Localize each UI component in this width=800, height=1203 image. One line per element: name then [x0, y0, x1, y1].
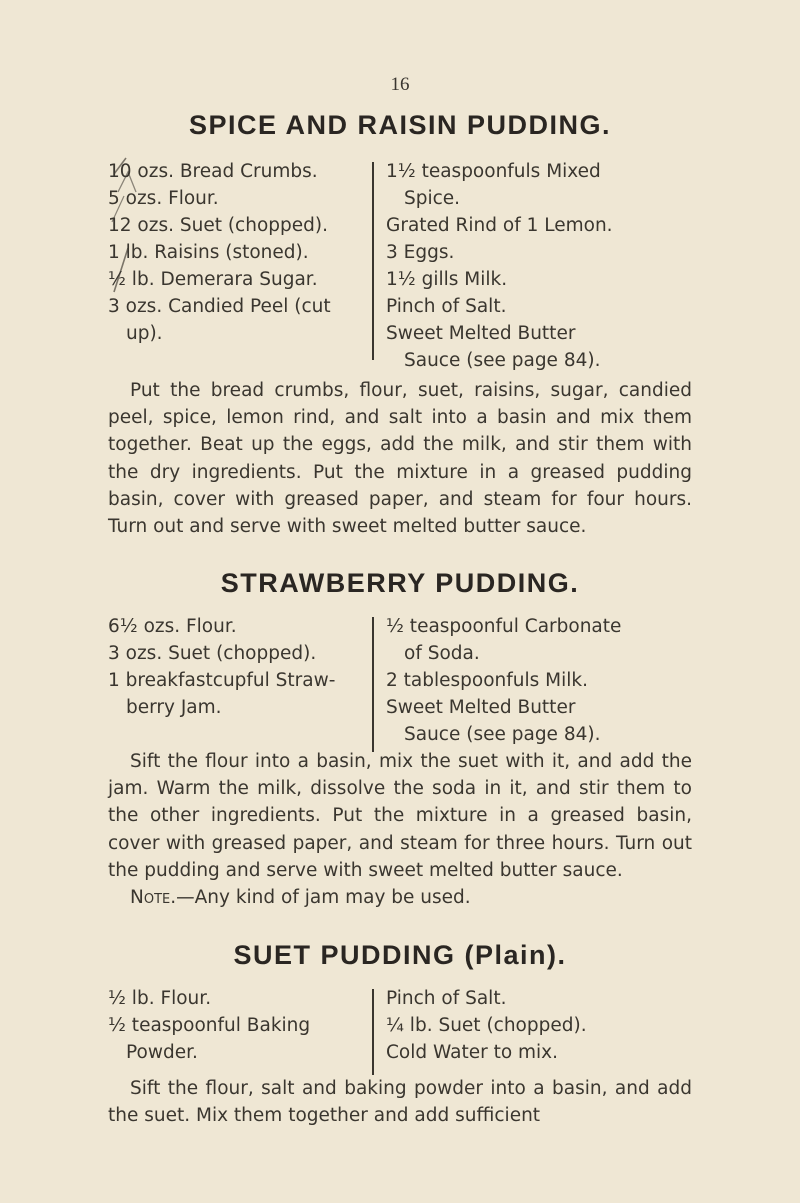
ingredient-line: 1½ gills Milk. — [386, 269, 508, 290]
page-number: 16 — [390, 74, 410, 95]
ingredient-line: 5 ozs. Flour. — [108, 188, 219, 209]
ingredients-left-column — [108, 613, 370, 721]
ingredients-right-column — [386, 985, 696, 1066]
ingredient-line: 6½ ozs. Flour. — [108, 616, 237, 637]
method-suet — [108, 1075, 692, 1129]
ingredient-line: ½ lb. Flour. — [108, 988, 212, 1009]
ingredient-line: Pinch of Salt. — [386, 296, 507, 317]
ingredients-right-column — [386, 158, 696, 374]
ingredient-line: ½ teaspoonful Carbonate — [386, 616, 622, 637]
note-text: —Any kind of jam may be used. — [176, 887, 471, 909]
ingredient-line: 1 lb. Raisins (stoned). — [108, 242, 309, 263]
method-spice-raisin — [108, 377, 692, 540]
column-divider — [372, 162, 374, 360]
recipe-title-spice-raisin: SPICE AND RAISIN PUDDING. — [188, 110, 612, 140]
ingredient-line: 3 ozs. Suet (chopped). — [108, 643, 317, 664]
method-paragraph: Put the bread crumbs, flour, suet, raisins, sugar, candied peel, spice, lemon rind, and salt into a basin and mix them together. Beat up the eggs, add the milk, and stir them with the dry ingredients. Put the mixture in a greased pudding basin, cover with greased paper, and steam for four hours. Turn out and serve with sweet melted butter sauce. — [108, 380, 692, 538]
recipe-title-suet: SUET PUDDING (Plain). — [233, 940, 567, 970]
ingredient-line: Sweet Melted Butter — [386, 697, 576, 718]
ingredient-line: 10 ozs. Bread Crumbs. — [108, 161, 318, 182]
column-divider — [372, 617, 374, 752]
ingredient-line: 2 tablespoonfuls Milk. — [386, 670, 588, 691]
ingredient-line: Powder. — [126, 1042, 198, 1063]
ingredient-line: 3 ozs. Candied Peel (cut — [108, 296, 331, 317]
ingredient-line: ½ lb. Demerara Sugar. — [108, 269, 318, 290]
ingredient-line: Sauce (see page 84). — [404, 724, 601, 745]
ingredient-line: up). — [126, 323, 163, 344]
ingredient-line: ¼ lb. Suet (chopped). — [386, 1015, 587, 1036]
ingredient-line: 1½ teaspoonfuls Mixed — [386, 161, 601, 182]
method-strawberry — [108, 748, 692, 911]
ingredient-line: 1 breakfastcupful Straw- — [108, 670, 336, 691]
column-divider — [372, 989, 374, 1075]
ingredient-line: Sweet Melted Butter — [386, 323, 576, 344]
note-paragraph — [108, 884, 692, 911]
note-label: Note. — [130, 887, 177, 909]
ingredient-line: berry Jam. — [126, 697, 222, 718]
method-paragraph: Sift the flour into a basin, mix the suet with it, and add the jam. Warm the milk, dissolve the soda in it, and stir them to the other ingredients. Put the mixture in a greased basin, cover with greased paper, and steam for three hours. Turn out the pudding and serve with sweet melted butter sauce. — [108, 751, 692, 881]
ingredient-line: 12 ozs. Suet (chopped). — [108, 215, 328, 236]
ingredient-line: 3 Eggs. — [386, 242, 455, 263]
ingredients-spice-raisin — [108, 158, 692, 378]
ingredients-left-column — [108, 985, 370, 1066]
ingredients-strawberry — [108, 613, 692, 753]
ingredient-line: Spice. — [404, 188, 461, 209]
ingredients-right-column — [386, 613, 696, 748]
ingredient-line: ½ teaspoonful Baking — [108, 1015, 311, 1036]
ingredient-line: Cold Water to mix. — [386, 1042, 559, 1063]
ingredient-line: Sauce (see page 84). — [404, 350, 601, 371]
ingredients-left-column — [108, 158, 370, 347]
ingredient-line: of Soda. — [404, 643, 480, 664]
recipe-title-strawberry: STRAWBERRY PUDDING. — [220, 568, 580, 598]
ingredients-suet — [108, 985, 692, 1075]
method-paragraph: Sift the flour, salt and baking powder into a basin, and add the suet. Mix them together and add sufficient — [108, 1078, 692, 1127]
ingredient-line: Grated Rind of 1 Lemon. — [386, 215, 613, 236]
ingredient-line: Pinch of Salt. — [386, 988, 507, 1009]
